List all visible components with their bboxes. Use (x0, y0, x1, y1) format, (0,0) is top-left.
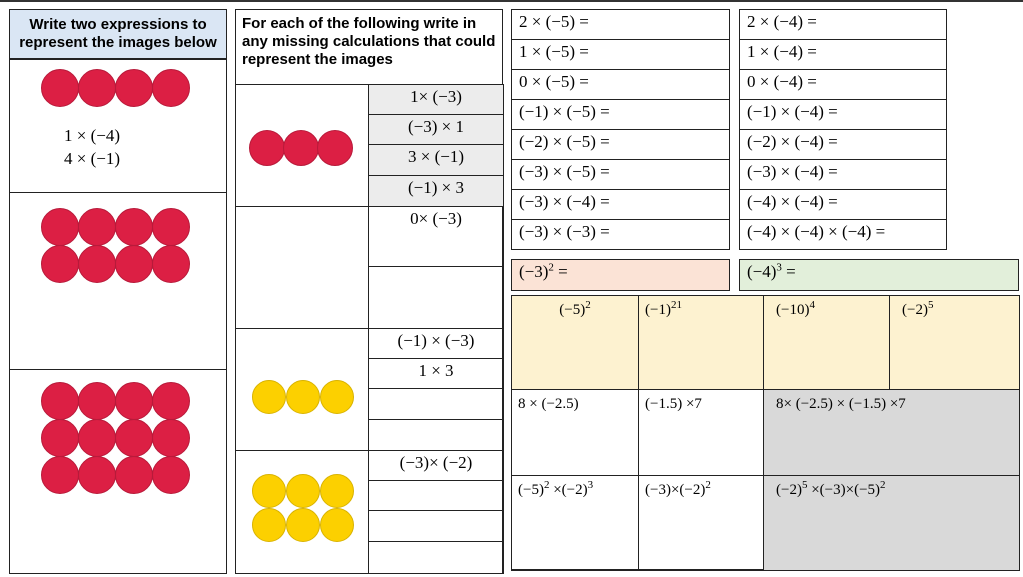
calc-cell: 1 × 3 (368, 358, 504, 389)
red-counter (152, 382, 190, 420)
red-counter (115, 245, 153, 283)
sequence-column-minus4 (739, 9, 1019, 292)
panel1-box3[interactable] (9, 369, 227, 574)
picture-cell-empty[interactable] (235, 206, 369, 329)
power-exponent: 3 (776, 261, 782, 274)
sequence-row[interactable]: 1 × (−4) = (739, 39, 947, 70)
power-exponent: 2 (548, 261, 554, 274)
powers-products-grid (511, 295, 1019, 570)
red-counter (115, 456, 153, 494)
red-counter (78, 69, 116, 107)
yellow-counter (286, 380, 320, 414)
power-exponent: 2 (543, 479, 550, 491)
yellow-counter (286, 508, 320, 542)
top-rule (0, 0, 1023, 2)
power-base: (−2) (902, 302, 928, 318)
power-base: (−5) (518, 482, 544, 498)
power-base: (−1) (645, 302, 671, 318)
calc-answer-blank[interactable] (368, 419, 504, 451)
calc-answer-blank[interactable] (368, 266, 504, 329)
sequence-row[interactable]: 0 × (−4) = (739, 69, 947, 100)
picture-cell-six-yellow (235, 450, 369, 574)
sequence-row[interactable]: 1 × (−5) = (511, 39, 730, 70)
power-base: (−3)×(−2) (645, 482, 706, 498)
power-cell[interactable] (511, 295, 639, 390)
panel-write-expressions (9, 9, 227, 574)
calc-cell: 0× (−3) (368, 206, 504, 267)
power-exponent: 2 (880, 479, 886, 491)
yellow-counter (252, 474, 286, 508)
power-base: (−5) (559, 302, 586, 318)
sequence-row[interactable]: 2 × (−5) = (511, 9, 730, 40)
product-cell[interactable] (511, 475, 639, 571)
calc-cell: (−1) × (−3) (368, 328, 504, 359)
panel1-box2[interactable] (9, 192, 227, 370)
yellow-counter (286, 474, 320, 508)
sequence-row[interactable]: 2 × (−4) = (739, 9, 947, 40)
power-exponent: 5 (927, 299, 934, 311)
red-counter (41, 456, 79, 494)
red-counter (115, 208, 153, 246)
power-cell[interactable] (889, 295, 1020, 390)
power-exponent: 2 (585, 299, 591, 311)
red-counter (115, 69, 153, 107)
red-counter (41, 208, 79, 246)
red-counter (115, 382, 153, 420)
red-counter (152, 245, 190, 283)
sequence-row[interactable]: (−3) × (−5) = (511, 159, 730, 190)
product-factor: ×(−3)×(−5) (807, 482, 881, 498)
product-factor: ×(−2) (549, 482, 588, 498)
calc-answer-blank[interactable] (368, 480, 504, 511)
product-cell[interactable] (638, 475, 764, 571)
power-base: (−2) (776, 482, 802, 498)
red-counter (152, 419, 190, 457)
sequence-row[interactable]: (−3) × (−4) = (511, 189, 730, 220)
calc-answer-blank[interactable] (368, 388, 504, 420)
sequence-column-minus5 (511, 9, 730, 292)
red-counter (78, 208, 116, 246)
power-base: (−10) (776, 302, 810, 318)
calc-cell: (−3)× (−2) (368, 450, 504, 481)
picture-cell-three-red (235, 84, 369, 207)
red-counter (249, 130, 285, 166)
product-cell[interactable]: (−1.5) ×7 (638, 389, 764, 476)
power-cell[interactable] (638, 295, 764, 390)
expression-answer-1: 1 × (−4) (64, 126, 120, 145)
yellow-counter (252, 380, 286, 414)
power-exponent: 2 (705, 479, 711, 491)
power-base: (−3) (519, 262, 549, 281)
red-counter (283, 130, 319, 166)
sequence-row[interactable]: (−1) × (−4) = (739, 99, 947, 130)
red-counter (317, 130, 353, 166)
power-exponent: 21 (670, 299, 682, 311)
red-counter (152, 456, 190, 494)
yellow-counter (320, 380, 354, 414)
expression-answer-2: 4 × (−1) (64, 149, 120, 168)
red-counter (152, 208, 190, 246)
calc-answer-blank[interactable] (368, 510, 504, 542)
sequence-row[interactable]: (−2) × (−4) = (739, 129, 947, 160)
sequence-row[interactable]: (−4) × (−4) × (−4) = (739, 219, 947, 250)
red-counter (41, 245, 79, 283)
product-cell[interactable]: 8 × (−2.5) (511, 389, 639, 476)
sequence-row[interactable]: 0 × (−5) = (511, 69, 730, 100)
panel1-header: Write two expressions to represent the images below (9, 9, 227, 59)
red-counter (78, 245, 116, 283)
sequence-power-row[interactable] (739, 259, 1019, 291)
panel2-header: For each of the following write in any missing calculations that could represent the images (242, 15, 496, 68)
yellow-counter (252, 508, 286, 542)
power-base: (−4) (747, 262, 777, 281)
calc-cell: 1× (−3) (368, 84, 504, 115)
sequence-row[interactable]: (−3) × (−3) = (511, 219, 730, 250)
equals-sign: = (553, 262, 568, 281)
red-counter (41, 382, 79, 420)
red-counter (41, 419, 79, 457)
panel-missing-calculations (235, 9, 503, 574)
product-cell-large[interactable] (763, 475, 1020, 571)
red-counter (78, 382, 116, 420)
calc-answer-blank[interactable] (368, 541, 504, 574)
equals-sign: = (781, 262, 796, 281)
power-cell[interactable] (763, 295, 890, 390)
red-counter (78, 419, 116, 457)
sequence-row[interactable]: (−1) × (−5) = (511, 99, 730, 130)
panel1-box1 (9, 59, 227, 193)
sequence-power-row[interactable] (511, 259, 730, 291)
calc-cell: 3 × (−1) (368, 144, 504, 176)
red-counter (78, 456, 116, 494)
sequence-row[interactable]: (−4) × (−4) = (739, 189, 947, 220)
sequence-row[interactable]: (−2) × (−5) = (511, 129, 730, 160)
red-counter (152, 69, 190, 107)
product-cell-large[interactable]: 8× (−2.5) × (−1.5) ×7 (763, 389, 1020, 476)
power-exponent: 4 (809, 299, 815, 311)
red-counter (115, 419, 153, 457)
power-exponent: 5 (801, 479, 808, 491)
sequence-row[interactable]: (−3) × (−4) = (739, 159, 947, 190)
power-exponent: 3 (587, 479, 594, 491)
yellow-counter (320, 508, 354, 542)
picture-cell-three-yellow (235, 328, 369, 451)
calc-cell: (−1) × 3 (368, 175, 504, 207)
yellow-counter (320, 474, 354, 508)
calc-cell: (−3) × 1 (368, 114, 504, 145)
red-counter (41, 69, 79, 107)
